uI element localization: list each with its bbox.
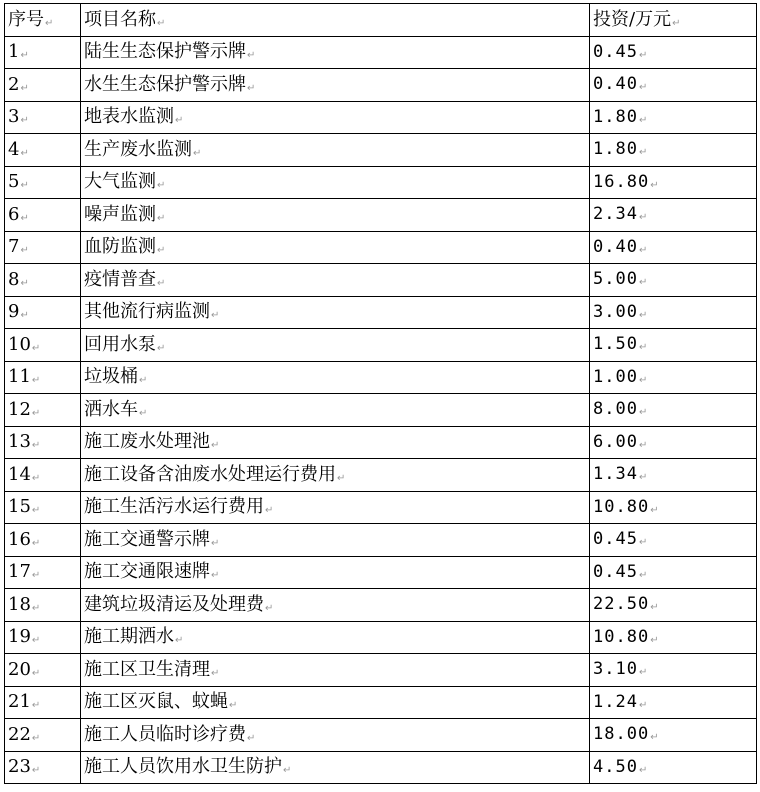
row-investment-cell — [590, 264, 757, 297]
header-no-label: 序号 — [8, 8, 44, 30]
paragraph-mark-icon: ↵ — [20, 180, 29, 192]
row-name-cell — [81, 296, 590, 329]
paragraph-mark-icon: ↵ — [265, 602, 274, 614]
paragraph-mark-icon: ↵ — [247, 82, 256, 94]
row-no-cell — [5, 101, 81, 134]
row-no: 1 — [8, 41, 20, 63]
paragraph-mark-icon: ↵ — [45, 17, 54, 29]
row-no: 20 — [8, 658, 31, 680]
paragraph-mark-icon: ↵ — [31, 342, 41, 354]
row-no: 17 — [8, 561, 31, 583]
row-investment: 0.45 — [593, 561, 638, 582]
row-no: 14 — [8, 463, 31, 485]
row-investment: 1.24 — [593, 691, 638, 712]
paragraph-mark-icon: ↵ — [211, 570, 220, 582]
paragraph-mark-icon: ↵ — [650, 602, 660, 614]
row-name-cell — [81, 134, 590, 167]
row-name: 施工设备含油废水处理运行费用 — [84, 463, 336, 485]
row-investment: 1.00 — [593, 366, 638, 387]
paragraph-mark-icon: ↵ — [31, 732, 41, 744]
header-name — [81, 4, 590, 37]
row-name: 噪声监测 — [84, 203, 156, 225]
paragraph-mark-icon: ↵ — [247, 50, 256, 62]
row-investment-cell — [590, 459, 757, 492]
row-no-cell — [5, 361, 81, 394]
row-name: 大气监测 — [84, 171, 156, 193]
row-name: 疫情普查 — [84, 268, 156, 290]
paragraph-mark-icon: ↵ — [283, 765, 292, 777]
row-name-cell — [81, 329, 590, 362]
table-row — [5, 69, 757, 102]
row-no-cell — [5, 459, 81, 492]
row-investment-cell — [590, 69, 757, 102]
row-investment: 6.00 — [593, 431, 638, 452]
row-no-cell — [5, 199, 81, 232]
row-name-cell — [81, 654, 590, 687]
row-no: 12 — [8, 398, 31, 420]
paragraph-mark-icon: ↵ — [31, 407, 41, 419]
paragraph-mark-icon: ↵ — [638, 114, 649, 126]
row-investment-cell — [590, 296, 757, 329]
row-no: 2 — [8, 73, 20, 95]
row-name-cell — [81, 361, 590, 394]
paragraph-mark-icon: ↵ — [31, 602, 41, 614]
paragraph-mark-icon: ↵ — [229, 700, 238, 712]
paragraph-mark-icon: ↵ — [638, 342, 649, 354]
paragraph-mark-icon: ↵ — [638, 212, 649, 224]
row-no: 3 — [8, 106, 20, 128]
row-investment: 0.40 — [593, 74, 638, 95]
paragraph-mark-icon: ↵ — [638, 244, 649, 256]
paragraph-mark-icon: ↵ — [31, 667, 41, 679]
row-investment: 1.34 — [593, 464, 638, 485]
header-row — [5, 4, 757, 37]
row-name-cell — [81, 719, 590, 752]
row-name: 施工交通警示牌 — [84, 528, 210, 550]
row-investment: 0.45 — [593, 529, 638, 550]
row-name: 水生生态保护警示牌 — [84, 73, 246, 95]
paragraph-mark-icon: ↵ — [211, 537, 220, 549]
row-investment: 16.80 — [593, 171, 650, 192]
paragraph-mark-icon: ↵ — [638, 309, 649, 321]
row-name: 陆生生态保护警示牌 — [84, 41, 246, 63]
paragraph-mark-icon: ↵ — [20, 50, 29, 62]
paragraph-mark-icon: ↵ — [638, 699, 649, 711]
header-investment-label: 投资/万元 — [593, 8, 672, 30]
table-row — [5, 166, 757, 199]
table-row — [5, 329, 757, 362]
row-no: 22 — [8, 723, 31, 745]
table-row — [5, 459, 757, 492]
row-name: 施工区灭鼠、蚊蝇 — [84, 691, 228, 713]
paragraph-mark-icon: ↵ — [650, 732, 660, 744]
row-investment-cell — [590, 556, 757, 589]
row-investment-cell — [590, 621, 757, 654]
row-investment-cell — [590, 524, 757, 557]
paragraph-mark-icon: ↵ — [193, 147, 202, 159]
row-no: 4 — [8, 138, 20, 160]
row-no: 18 — [8, 593, 31, 615]
paragraph-mark-icon: ↵ — [157, 212, 166, 224]
paragraph-mark-icon: ↵ — [139, 407, 148, 419]
paragraph-mark-icon: ↵ — [31, 472, 41, 484]
paragraph-mark-icon: ↵ — [638, 537, 649, 549]
row-investment: 18.00 — [593, 724, 650, 745]
paragraph-mark-icon: ↵ — [638, 82, 649, 94]
row-name-cell — [81, 36, 590, 69]
row-name-cell — [81, 686, 590, 719]
row-investment-cell — [590, 719, 757, 752]
row-no: 10 — [8, 333, 31, 355]
row-investment: 2.34 — [593, 204, 638, 225]
table-row — [5, 589, 757, 622]
row-no-cell — [5, 231, 81, 264]
row-no-cell — [5, 426, 81, 459]
row-investment: 8.00 — [593, 399, 638, 420]
paragraph-mark-icon: ↵ — [20, 277, 29, 289]
paragraph-mark-icon: ↵ — [31, 440, 41, 452]
table-row — [5, 296, 757, 329]
row-no-cell — [5, 654, 81, 687]
row-no: 15 — [8, 496, 31, 518]
row-name-cell — [81, 459, 590, 492]
table-row — [5, 199, 757, 232]
row-investment-cell — [590, 751, 757, 784]
paragraph-mark-icon: ↵ — [672, 17, 681, 29]
paragraph-mark-icon: ↵ — [175, 115, 184, 127]
row-name-cell — [81, 394, 590, 427]
row-name-cell — [81, 69, 590, 102]
row-name: 施工人员临时诊疗费 — [84, 723, 246, 745]
paragraph-mark-icon: ↵ — [157, 342, 166, 354]
row-no-cell — [5, 556, 81, 589]
row-no: 7 — [8, 236, 20, 258]
paragraph-mark-icon: ↵ — [247, 732, 256, 744]
paragraph-mark-icon: ↵ — [31, 570, 41, 582]
row-name-cell — [81, 751, 590, 784]
row-no: 6 — [8, 203, 20, 225]
paragraph-mark-icon: ↵ — [638, 277, 649, 289]
paragraph-mark-icon: ↵ — [31, 765, 41, 777]
row-name-cell — [81, 556, 590, 589]
row-no: 5 — [8, 171, 20, 193]
header-name-label: 项目名称 — [84, 8, 156, 30]
row-investment-cell — [590, 101, 757, 134]
row-name: 其他流行病监测 — [84, 301, 210, 323]
row-name-cell — [81, 264, 590, 297]
paragraph-mark-icon: ↵ — [638, 569, 649, 581]
paragraph-mark-icon: ↵ — [31, 505, 41, 517]
table-row — [5, 264, 757, 297]
paragraph-mark-icon: ↵ — [31, 700, 41, 712]
row-name-cell — [81, 231, 590, 264]
paragraph-mark-icon: ↵ — [20, 245, 29, 257]
row-investment: 3.00 — [593, 301, 638, 322]
paragraph-mark-icon: ↵ — [650, 179, 660, 191]
row-name-cell — [81, 491, 590, 524]
row-name-cell — [81, 621, 590, 654]
row-no-cell — [5, 134, 81, 167]
row-no: 16 — [8, 528, 31, 550]
table-row — [5, 101, 757, 134]
row-name: 施工生活污水运行费用 — [84, 496, 264, 518]
row-name: 施工交通限速牌 — [84, 561, 210, 583]
paragraph-mark-icon: ↵ — [638, 439, 649, 451]
table-row — [5, 686, 757, 719]
paragraph-mark-icon: ↵ — [638, 667, 649, 679]
row-investment-cell — [590, 654, 757, 687]
table-row — [5, 36, 757, 69]
paragraph-mark-icon: ↵ — [211, 667, 220, 679]
row-no-cell — [5, 166, 81, 199]
paragraph-mark-icon: ↵ — [650, 634, 660, 646]
investment-table — [4, 3, 757, 784]
row-no-cell — [5, 621, 81, 654]
row-name: 垃圾桶 — [84, 366, 138, 388]
paragraph-mark-icon: ↵ — [650, 504, 660, 516]
paragraph-mark-icon: ↵ — [139, 375, 148, 387]
paragraph-mark-icon: ↵ — [157, 245, 166, 257]
row-investment: 3.10 — [593, 659, 638, 680]
paragraph-mark-icon: ↵ — [211, 310, 220, 322]
row-investment: 10.80 — [593, 626, 650, 647]
paragraph-mark-icon: ↵ — [638, 374, 649, 386]
row-no: 23 — [8, 756, 31, 778]
row-name: 洒水车 — [84, 398, 138, 420]
table-row — [5, 556, 757, 589]
table-row — [5, 361, 757, 394]
row-no-cell — [5, 296, 81, 329]
paragraph-mark-icon: ↵ — [20, 310, 29, 322]
paragraph-mark-icon: ↵ — [20, 212, 29, 224]
row-no-cell — [5, 719, 81, 752]
row-investment-cell — [590, 329, 757, 362]
row-name-cell — [81, 524, 590, 557]
row-investment-cell — [590, 361, 757, 394]
header-no — [5, 4, 81, 37]
row-investment: 5.00 — [593, 269, 638, 290]
row-no: 9 — [8, 301, 20, 323]
row-investment-cell — [590, 394, 757, 427]
table-row — [5, 719, 757, 752]
paragraph-mark-icon: ↵ — [20, 147, 29, 159]
row-no-cell — [5, 264, 81, 297]
paragraph-mark-icon: ↵ — [31, 375, 41, 387]
paragraph-mark-icon: ↵ — [638, 49, 649, 61]
row-name: 施工废水处理池 — [84, 431, 210, 453]
row-investment-cell — [590, 36, 757, 69]
paragraph-mark-icon: ↵ — [175, 635, 184, 647]
paragraph-mark-icon: ↵ — [157, 17, 166, 29]
row-investment-cell — [590, 589, 757, 622]
row-investment: 0.45 — [593, 41, 638, 62]
row-investment-cell — [590, 134, 757, 167]
paragraph-mark-icon: ↵ — [20, 115, 29, 127]
paragraph-mark-icon: ↵ — [265, 505, 274, 517]
paragraph-mark-icon: ↵ — [638, 764, 649, 776]
row-no-cell — [5, 329, 81, 362]
row-investment-cell — [590, 199, 757, 232]
header-investment — [590, 4, 757, 37]
table-row — [5, 394, 757, 427]
row-no: 11 — [8, 366, 31, 388]
row-investment: 10.80 — [593, 496, 650, 517]
paragraph-mark-icon: ↵ — [211, 440, 220, 452]
table-row — [5, 134, 757, 167]
row-name: 血防监测 — [84, 236, 156, 258]
row-investment-cell — [590, 231, 757, 264]
row-name: 生产废水监测 — [84, 138, 192, 160]
paragraph-mark-icon: ↵ — [157, 180, 166, 192]
table-row — [5, 426, 757, 459]
table-body — [5, 36, 757, 784]
row-name-cell — [81, 166, 590, 199]
row-investment: 0.40 — [593, 236, 638, 257]
row-investment-cell — [590, 166, 757, 199]
row-investment-cell — [590, 686, 757, 719]
table-row — [5, 654, 757, 687]
row-no-cell — [5, 36, 81, 69]
table-row — [5, 621, 757, 654]
table-row — [5, 491, 757, 524]
row-no: 21 — [8, 691, 31, 713]
row-investment: 1.80 — [593, 139, 638, 160]
paragraph-mark-icon: ↵ — [157, 277, 166, 289]
row-investment: 4.50 — [593, 756, 638, 777]
row-investment: 1.80 — [593, 106, 638, 127]
row-no-cell — [5, 491, 81, 524]
row-investment: 1.50 — [593, 334, 638, 355]
table-row — [5, 751, 757, 784]
paragraph-mark-icon: ↵ — [638, 472, 649, 484]
row-name-cell — [81, 426, 590, 459]
table-row — [5, 524, 757, 557]
row-name: 地表水监测 — [84, 106, 174, 128]
row-no-cell — [5, 589, 81, 622]
row-no: 19 — [8, 626, 31, 648]
row-investment-cell — [590, 426, 757, 459]
row-name: 建筑垃圾清运及处理费 — [84, 593, 264, 615]
row-no-cell — [5, 686, 81, 719]
row-no: 13 — [8, 431, 31, 453]
paragraph-mark-icon: ↵ — [337, 472, 346, 484]
table-row — [5, 231, 757, 264]
paragraph-mark-icon: ↵ — [20, 82, 29, 94]
row-investment: 22.50 — [593, 594, 650, 615]
row-investment-cell — [590, 491, 757, 524]
paragraph-mark-icon: ↵ — [31, 537, 41, 549]
row-name: 施工区卫生清理 — [84, 658, 210, 680]
paragraph-mark-icon: ↵ — [638, 407, 649, 419]
row-name: 施工人员饮用水卫生防护 — [84, 756, 282, 778]
paragraph-mark-icon: ↵ — [638, 147, 649, 159]
paragraph-mark-icon: ↵ — [31, 635, 41, 647]
row-no-cell — [5, 69, 81, 102]
row-name-cell — [81, 589, 590, 622]
row-no-cell — [5, 394, 81, 427]
row-no: 8 — [8, 268, 20, 290]
row-no-cell — [5, 524, 81, 557]
row-name-cell — [81, 101, 590, 134]
row-name: 施工期洒水 — [84, 626, 174, 648]
row-name: 回用水泵 — [84, 333, 156, 355]
row-no-cell — [5, 751, 81, 784]
row-name-cell — [81, 199, 590, 232]
